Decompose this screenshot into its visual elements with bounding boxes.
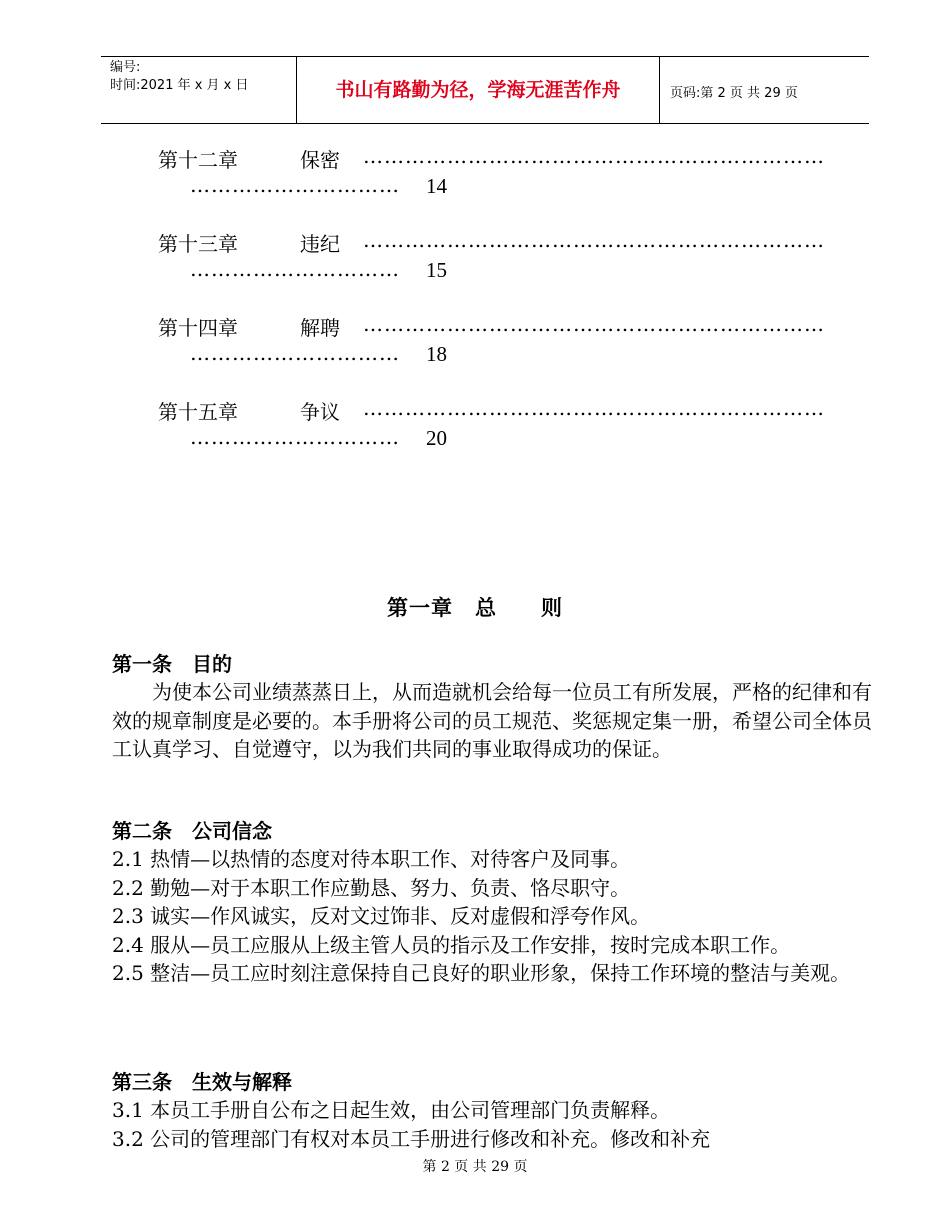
toc-leader: ………………………………………………………… — [363, 228, 825, 252]
article-effect-interpretation — [112, 1068, 872, 1153]
article-paragraph: 3.2 公司的管理部门有权对本员工手册进行修改和补充。修改和补充 — [112, 1126, 711, 1151]
header-page-info: 页码:第 2 页 共 29 页 — [670, 86, 798, 101]
article-paragraph: 为使本公司业绩蒸蒸日上，从而造就机会给每一位员工有所发展，严格的纪律和有效的规章制度是必要的。本手册将公司的员工规范、奖惩规定集一册，希望公司全体员工认真学习、自觉遵守，以为我们共同的事业取得成功的保证。 — [112, 680, 872, 761]
chapter-title: 第一章 总 则 — [387, 596, 563, 620]
article-paragraph: 2.5 整洁—员工应时刻注意保持自己良好的职业形象，保持工作环境的整洁与美观。 — [112, 961, 851, 985]
toc-leader-cont: ………………………… — [190, 341, 400, 365]
document-date: 时间:2021 年 x 月 x 日 — [110, 78, 249, 93]
article-purpose — [112, 650, 872, 764]
toc-leader: ………………………………………………………… — [363, 396, 825, 420]
header-meta-cell — [101, 57, 297, 123]
article-paragraph: 2.1 热情—以热情的态度对待本职工作、对待客户及同事。 — [112, 847, 631, 871]
article-heading: 第一条 目的 — [112, 652, 232, 676]
toc-title: 解聘 — [300, 316, 340, 340]
toc-page-number: 14 — [426, 174, 447, 198]
header-motto-cell — [297, 57, 660, 123]
toc-chapter: 第十四章 — [158, 316, 238, 340]
document-number-label: 编号: — [110, 60, 141, 75]
page-footer: 第 2 页 共 29 页 — [422, 1159, 528, 1175]
article-company-beliefs — [112, 817, 872, 988]
toc-title: 违纪 — [300, 232, 340, 256]
toc-page-number: 18 — [426, 342, 447, 366]
toc-title: 保密 — [300, 148, 340, 172]
toc-leader: ………………………………………………………… — [363, 312, 825, 336]
article-heading: 第三条 生效与解释 — [112, 1070, 292, 1094]
toc-page-number: 20 — [426, 426, 447, 450]
toc-leader-cont: ………………………… — [190, 257, 400, 281]
toc-title: 争议 — [300, 400, 340, 424]
page-header — [101, 56, 869, 124]
article-heading: 第二条 公司信念 — [112, 819, 272, 843]
toc-leader: ………………………………………………………… — [363, 144, 825, 168]
toc-chapter: 第十五章 — [158, 400, 238, 424]
toc-chapter: 第十二章 — [158, 148, 238, 172]
toc-chapter: 第十三章 — [158, 232, 238, 256]
toc-leader-cont: ………………………… — [190, 173, 400, 197]
header-page-cell — [660, 57, 869, 123]
header-motto: 书山有路勤为径，学海无涯苦作舟 — [335, 79, 621, 101]
toc-leader-cont: ………………………… — [190, 425, 400, 449]
article-paragraph: 3.1 本员工手册自公布之日起生效，由公司管理部门负责解释。 — [112, 1098, 671, 1122]
toc-page-number: 15 — [426, 258, 447, 282]
article-paragraph: 2.2 勤勉—对于本职工作应勤恳、努力、负责、恪尽职守。 — [112, 875, 631, 900]
article-paragraph: 2.4 服从—员工应服从上级主管人员的指示及工作安排，按时完成本职工作。 — [112, 932, 791, 957]
article-paragraph: 2.3 诚实—作风诚实，反对文过饰非、反对虚假和浮夸作风。 — [112, 904, 651, 928]
